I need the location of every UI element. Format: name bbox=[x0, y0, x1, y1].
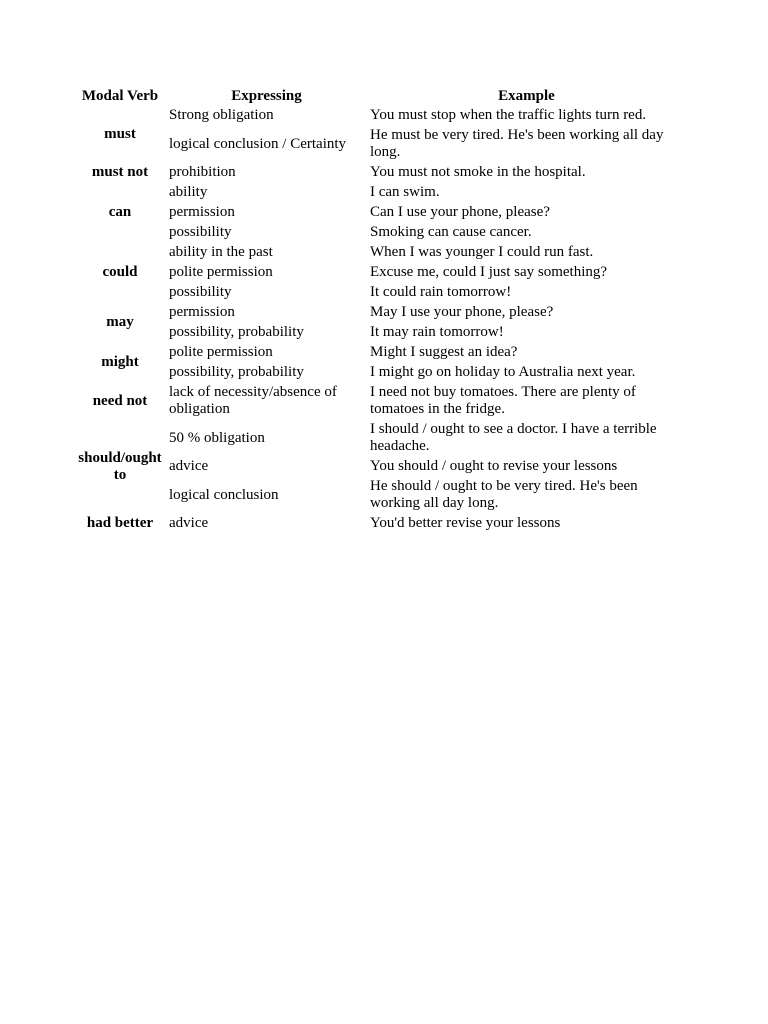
expressing-cell: polite permission bbox=[169, 344, 273, 360]
expressing-cell: logical conclusion bbox=[169, 486, 279, 503]
expressing-cell: permission bbox=[169, 304, 235, 320]
expressing-cell: prohibition bbox=[169, 164, 236, 180]
table-row bbox=[74, 383, 686, 420]
table-row bbox=[74, 323, 686, 343]
table-row bbox=[74, 420, 686, 457]
example-cell: I might go on holiday to Australia next year. bbox=[370, 364, 636, 380]
expressing-cell: ability bbox=[169, 184, 208, 200]
modal-verb-cell: had better bbox=[86, 515, 154, 531]
table-row bbox=[74, 126, 686, 163]
modal-verb-cell: may bbox=[106, 314, 134, 330]
expressing-cell: polite permission bbox=[169, 264, 273, 280]
example-cell: It may rain tomorrow! bbox=[370, 324, 504, 340]
expressing-cell: possibility, probability bbox=[169, 364, 304, 380]
example-cell: I should / ought to see a doctor. I have a terrible headache. bbox=[370, 421, 657, 454]
header-modal-verb: Modal Verb bbox=[81, 88, 159, 104]
expressing-cell: advice bbox=[169, 458, 209, 474]
example-cell: Can I use your phone, please? bbox=[370, 204, 550, 220]
header-example: Example bbox=[498, 88, 555, 104]
expressing-cell: possibility bbox=[169, 284, 232, 300]
example-cell: He should / ought to be very tired. He's been working all day long. bbox=[370, 478, 638, 511]
modal-verb-cell: might bbox=[101, 354, 139, 370]
modal-verb-cell: must bbox=[104, 125, 136, 142]
table-body bbox=[74, 106, 686, 534]
example-cell: Smoking can cause cancer. bbox=[370, 224, 532, 240]
example-cell: You'd better revise your lessons bbox=[370, 515, 561, 531]
example-cell: When I was younger I could run fast. bbox=[370, 244, 594, 260]
expressing-cell: possibility, probability bbox=[169, 324, 304, 340]
table-row bbox=[74, 263, 686, 283]
modal-verbs-table bbox=[74, 86, 686, 534]
example-cell: It could rain tomorrow! bbox=[370, 284, 512, 300]
table-row bbox=[74, 106, 686, 126]
expressing-cell: Strong obligation bbox=[169, 107, 274, 123]
table-row bbox=[74, 514, 686, 534]
expressing-cell: lack of necessity/absence of obligation bbox=[169, 384, 337, 417]
modal-verb-cell: should/ought to bbox=[78, 449, 162, 483]
table-row bbox=[74, 477, 686, 514]
modal-verb-cell: need not bbox=[92, 392, 148, 409]
example-cell: Might I suggest an idea? bbox=[370, 344, 518, 360]
table-row bbox=[74, 283, 686, 303]
example-cell: You should / ought to revise your lessons bbox=[370, 458, 618, 474]
example-cell: Excuse me, could I just say something? bbox=[370, 264, 608, 280]
expressing-cell: possibility bbox=[169, 224, 232, 240]
expressing-cell: logical conclusion / Certainty bbox=[169, 135, 347, 152]
expressing-cell: 50 % obligation bbox=[169, 429, 265, 446]
table-row bbox=[74, 163, 686, 183]
modal-verb-cell: can bbox=[108, 204, 132, 220]
table-row bbox=[74, 343, 686, 363]
table-header-row bbox=[74, 86, 686, 106]
table-row bbox=[74, 457, 686, 477]
example-cell: I can swim. bbox=[370, 184, 440, 200]
example-cell: I need not buy tomatoes. There are plenty of tomatoes in the fridge. bbox=[370, 384, 636, 417]
header-expressing: Expressing bbox=[231, 88, 302, 104]
expressing-cell: permission bbox=[169, 204, 235, 220]
table-row bbox=[74, 203, 686, 223]
example-cell: He must be very tired. He's been working all day long. bbox=[370, 127, 664, 160]
expressing-cell: ability in the past bbox=[169, 244, 273, 260]
example-cell: You must not smoke in the hospital. bbox=[370, 164, 586, 180]
modal-verb-cell: could bbox=[102, 264, 138, 280]
table-row bbox=[74, 223, 686, 243]
modal-verb-cell: must not bbox=[91, 164, 149, 180]
table-row bbox=[74, 363, 686, 383]
table-row bbox=[74, 243, 686, 263]
expressing-cell: advice bbox=[169, 515, 209, 531]
table-row bbox=[74, 303, 686, 323]
table-row bbox=[74, 183, 686, 203]
example-cell: May I use your phone, please? bbox=[370, 304, 554, 320]
example-cell: You must stop when the traffic lights turn red. bbox=[370, 107, 647, 123]
